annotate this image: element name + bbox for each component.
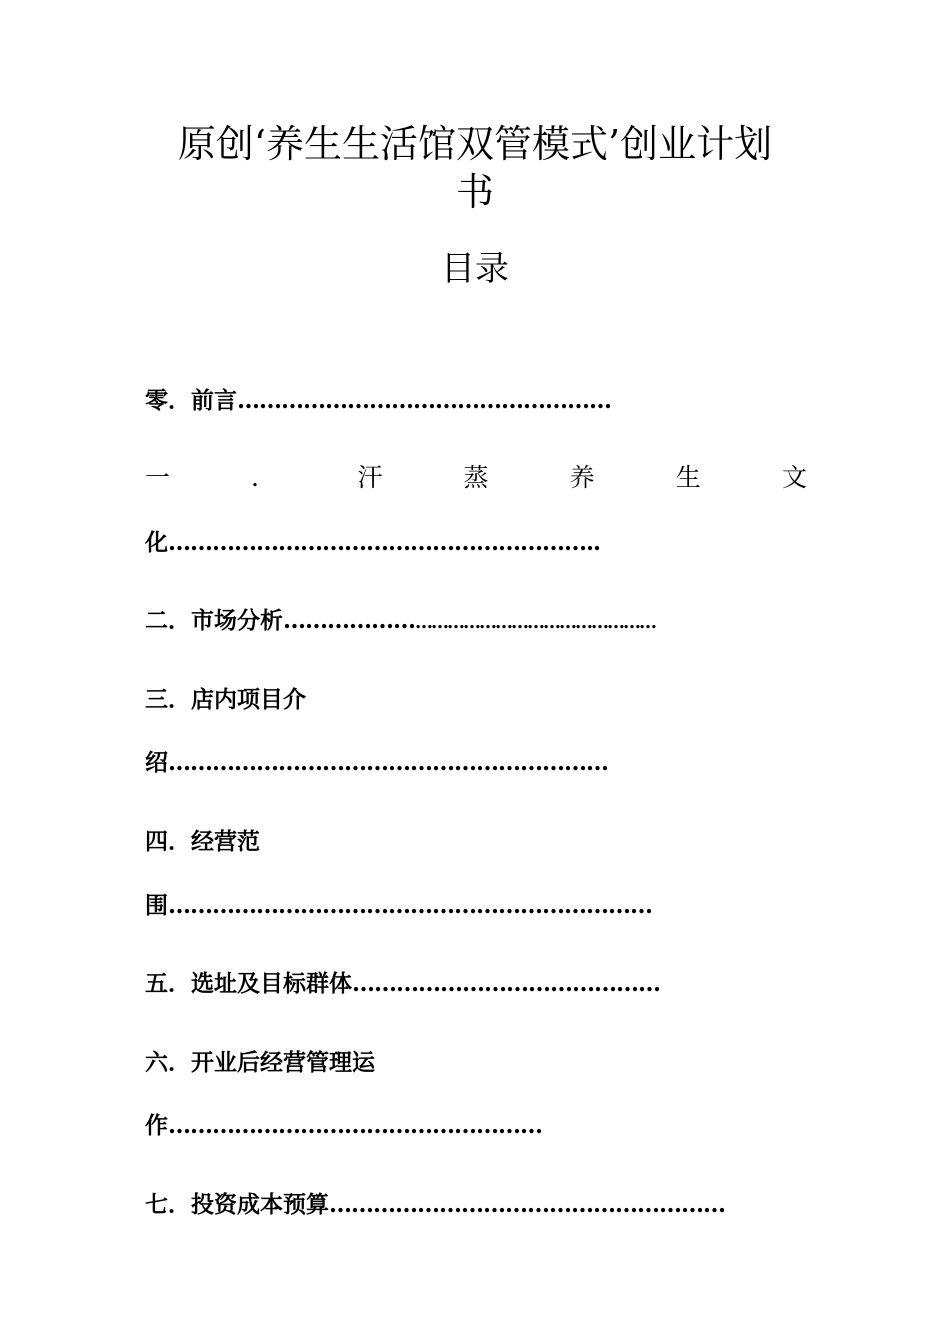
toc-entry-label: 绍 (145, 749, 168, 776)
toc-heading: 目录 (441, 249, 509, 289)
toc-entry-leader: ………………………………………………………… (168, 892, 652, 919)
toc-entry-label: 二．市场分析 (145, 607, 283, 634)
toc-entry-store-projects-line1[interactable] (145, 684, 306, 716)
toc-char: 生 (675, 463, 701, 492)
toc-entry-leader: …………………………………………………… (168, 749, 608, 776)
toc-entry-culture-line2[interactable] (145, 527, 600, 559)
toc-entry-label: 六．开业后经营管理运 (145, 1049, 375, 1076)
toc-entry-label: 零．前言 (145, 387, 237, 414)
toc-entry-site-target[interactable] (145, 968, 660, 1000)
toc-entry-culture-line1[interactable] (145, 462, 807, 494)
toc-entry-market-analysis[interactable] (145, 605, 655, 639)
document-title-line2: 书 (455, 170, 494, 214)
toc-entry-label: 三．店内项目介 (145, 686, 306, 713)
toc-entry-label: 围 (145, 892, 168, 919)
toc-entry-leader: …………………………………………… (237, 387, 611, 414)
toc-entry-label: 四．经营范 (145, 828, 260, 855)
toc-entry-business-scope-line2[interactable] (145, 890, 652, 922)
toc-char: ． (251, 463, 277, 492)
toc-char: 一 (145, 463, 171, 492)
toc-char: 蒸 (463, 463, 489, 492)
toc-entry-leader: …………………………………………… (168, 1112, 542, 1139)
toc-entry-leader: ………………………………………………….. (168, 529, 601, 556)
toc-entry-investment-budget[interactable] (145, 1189, 725, 1221)
toc-entry-business-scope-line1[interactable] (145, 826, 260, 858)
document-title-line1: 原创‘养生生活馆双管模式’创业计划 (177, 122, 773, 166)
toc-char: 养 (569, 463, 595, 492)
toc-entry-label: 作 (145, 1112, 168, 1139)
toc-entry-preface[interactable] (145, 385, 611, 417)
toc-entry-leader: ……………… (283, 607, 415, 634)
toc-entry-leader: …………………………………… (352, 970, 660, 997)
toc-entry-leader-extra: ……………………………………… (415, 612, 655, 633)
toc-entry-leader: ……………………………………………… (329, 1191, 725, 1218)
toc-char: 汗 (357, 463, 383, 492)
toc-entry-store-projects-line2[interactable] (145, 747, 608, 779)
toc-entry-label: 五．选址及目标群体 (145, 970, 352, 997)
toc-entry-operations-line2[interactable] (145, 1110, 542, 1142)
toc-entry-label: 化 (145, 529, 168, 556)
toc-char: 文 (781, 463, 807, 492)
toc-entry-label: 七．投资成本预算 (145, 1191, 329, 1218)
toc-entry-operations-line1[interactable] (145, 1047, 375, 1079)
